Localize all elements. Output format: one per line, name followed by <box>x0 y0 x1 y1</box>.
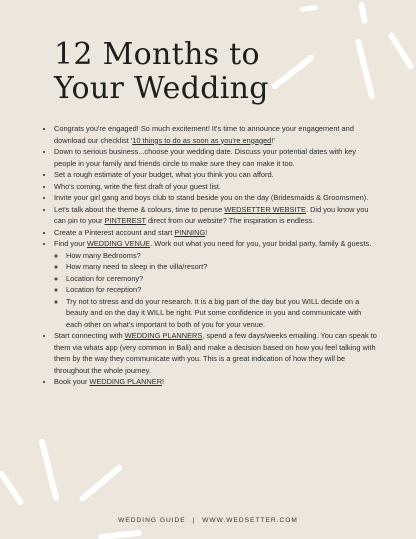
wedding-planner-link[interactable]: WEDDING PLANNER <box>89 377 163 386</box>
venue-sublist <box>54 250 378 331</box>
decor-dash <box>78 463 123 502</box>
decor-dash <box>387 32 414 71</box>
footer <box>0 517 416 524</box>
list-item: • Find your WEDDING VENUE. Work out what you need for you, your bridal party, family & guests. ◦ How many Bedrooms? ◦ How many need to sleep in the villa/resort? ◦ Location for ceremony? ◦ Location for reception? ◦ Try not to stress and do your research. It is a big part of the day but you WILL decide on a beauty and on the day it WILL be right. Put some confidence in you and communicate with each other on what's important to both of you for your venue. <box>54 238 378 330</box>
decor-dash <box>98 530 142 539</box>
title-line-2: Your Wedding <box>54 71 269 106</box>
footer-separator: | <box>192 517 196 524</box>
sub-list-item: ◦ How many Bedrooms? <box>66 250 378 262</box>
list-item: • Invite your girl gang and boys club to stand beside you on the day (Bridesmaids & Groomsmen). <box>54 192 378 204</box>
pinterest-link[interactable]: PINTEREST <box>104 216 146 225</box>
decor-dash <box>38 438 59 502</box>
list-item: • Create a Pinterest account and start PINNING! <box>54 227 378 239</box>
decor-dash <box>355 38 376 100</box>
list-item: • Who's coming, write the first draft of your guest list. <box>54 181 378 193</box>
list-item: • Set a rough estimate of your budget, what you think you can afford. <box>54 169 378 181</box>
checklist-list <box>40 123 378 388</box>
checklist <box>40 123 378 388</box>
wedding-venue-link[interactable]: WEDDING VENUE <box>86 239 151 248</box>
list-item: • Book your WEDDING PLANNER! <box>54 376 378 388</box>
decor-dash <box>300 5 319 12</box>
sub-list-item: ◦ Location for reception? <box>66 284 378 296</box>
footer-website-link[interactable]: WWW.WEDSETTER.COM <box>202 517 298 524</box>
title-line-1: 12 Months to <box>54 37 260 72</box>
list-item: • Start connecting with WEDDING PLANNERS, spend a few days/weeks emailing. You can speak to them via whats app (very common in Bali) and make a decision based on how you feel talking with them by the way they communicate with you. This is a great indication of how they will be throughout the whole journey. <box>54 330 378 376</box>
page-title <box>54 38 269 106</box>
list-item: • Down to serious business...choose your wedding date. Discuss your potential dates with key people in your family and friends circle to make sure they can make it too. <box>54 146 378 169</box>
footer-guide-label: WEDDING GUIDE <box>118 517 186 524</box>
list-item: • Let's talk about the theme & colours, time to peruse WEDSETTER WEBSITE. Did you know you can pin to your PINTEREST direct from our website? The inspiration is endless. <box>54 204 378 227</box>
list-item: • Congrats you're engaged! So much excitement! It's time to announce your engagement and download our checklist '10 things to do as soon as you're engaged!' <box>54 123 378 146</box>
sub-list-item: ◦ Try not to stress and do your research. It is a big part of the day but you WILL decide on a beauty and on the day it WILL be right. Put some confidence in you and communicate with each other on what's important to both of you for your venue. <box>66 296 378 331</box>
wedding-planners-link[interactable]: WEDDING PLANNERS <box>124 331 203 340</box>
decor-dash <box>0 470 25 507</box>
decor-dash <box>358 2 368 25</box>
wedsetter-website-link[interactable]: WEDSETTER WEBSITE <box>224 204 306 214</box>
sub-list-item: ◦ How many need to sleep in the villa/resort? <box>66 261 378 273</box>
engaged-checklist-link[interactable]: 10 things to do as soon as you're engaged <box>132 135 272 145</box>
pinning-link[interactable]: PINNING <box>174 227 206 237</box>
sub-list-item: ◦ Location for ceremony? <box>66 273 378 285</box>
decor-dash <box>271 54 316 91</box>
